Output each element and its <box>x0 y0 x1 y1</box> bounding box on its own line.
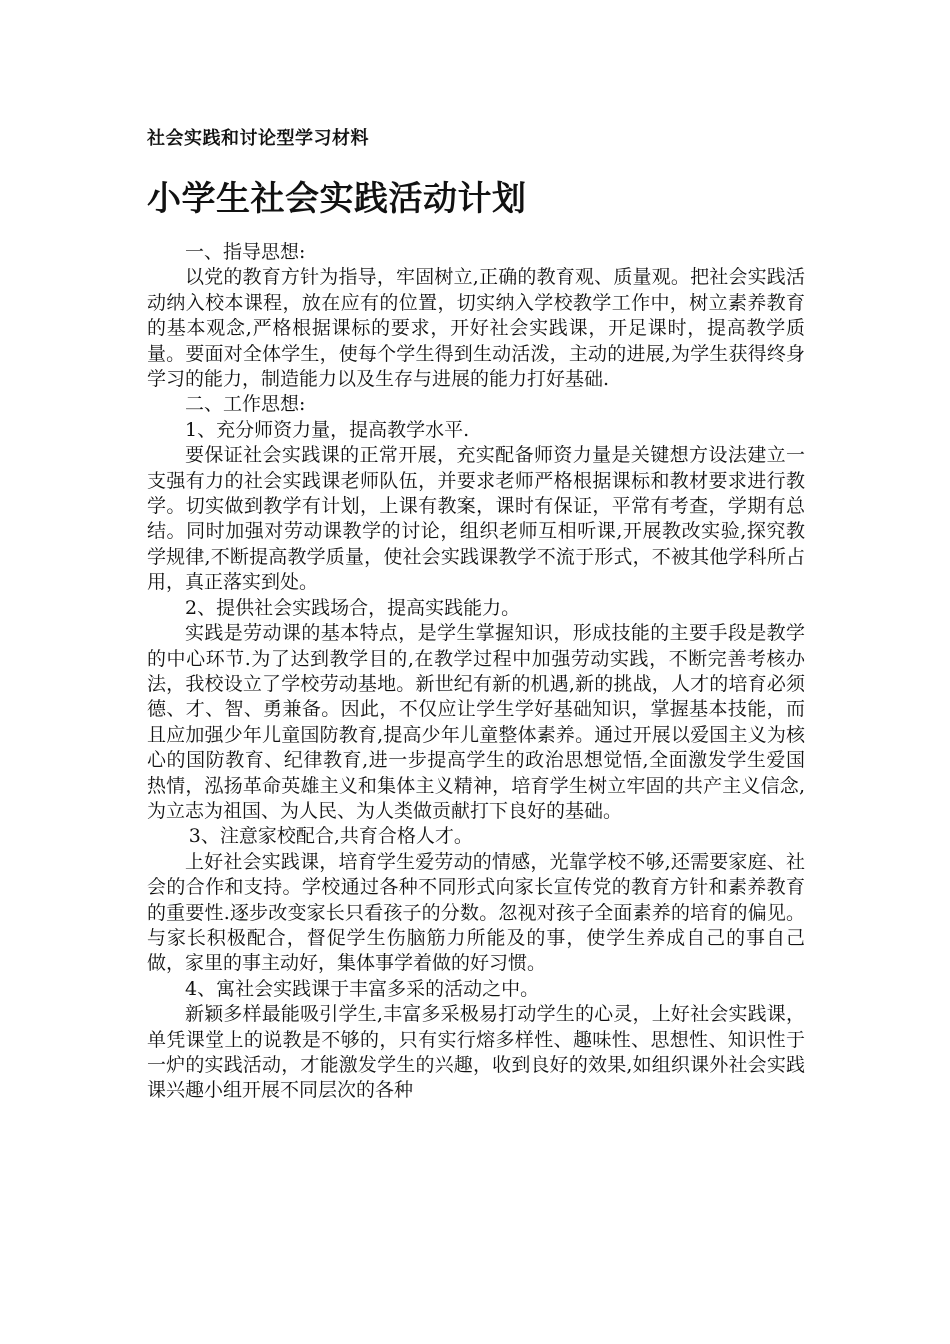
paragraph-practice-venues: 实践是劳动课的基本特点，是学生掌握知识，形成技能的主要手段是教学的中心环节.为了达到教学目的,在教学过程中加强劳动实践，不断完善考核办法，我校设立了学校劳动基地。新世纪有新的机遇,新的挑战，人才的培育必须德、才、智、勇兼备。因此，不仅应让学生学好基础知识，掌握基本技能，而且应加强少年儿童国防教育,提高少年儿童整体素养。通过开展以爱国主义为核心的国防教育、纪律教育,进一步提高学生的政治思想觉悟,全面激发学生爱国热情，泓扬革命英雄主义和集体主义精神，培育学生树立牢固的共产主义信念,为立志为祖国、为人民、为人类做贡献打下良好的基础。 <box>147 622 805 822</box>
section-heading-guiding-ideology: 一、指导思想: <box>185 241 306 263</box>
paragraph-teacher-resources: 要保证社会实践课的正常开展，充实配备师资力量是关键想方设法建立一支强有力的社会实践课老师队伍，并要求老师严格根据课标和教材要求进行教学。切实做到教学有计划，上课有教案，课时有保证，平常有考查，学期有总结。同时加强对劳动课教学的讨论，组织老师互相听课,开展教改实验,探究教学规律,不断提高教学质量，使社会实践课教学不流于形式，不被其他学科所占用，真正落实到处。 <box>147 444 805 594</box>
subheading-teacher-resources: 1、充分师资力量，提高教学水平. <box>185 418 470 441</box>
document-title: 小学生社会实践活动计划 <box>147 179 527 219</box>
subheading-practice-venues: 2、提供社会实践场合，提高实践能力。 <box>185 596 521 619</box>
paragraph-guiding-ideology: 以党的教育方针为指导，牢固树立,正确的教育观、质量观。把社会实践活动纳入校本课程，放在应有的位置，切实纳入学校教学工作中，树立素养教育的基本观念,严格根据课标的要求，开好社会实践课，开足课时，提高教学质量。要面对全体学生，使每个学生得到生动活泼，主动的进展,为学生获得终身学习的能力，制造能力以及生存与进展的能力打好基础. <box>147 266 805 391</box>
subheading-rich-activities: 4、寓社会实践课于丰富多采的活动之中。 <box>185 977 540 1000</box>
paragraph-rich-activities: 新颖多样最能吸引学生,丰富多采极易打动学生的心灵，上好社会实践课，单凭课堂上的说教是不够的，只有实行熔多样性、趣味性、思想性、知识性于一炉的实践活动，才能激发学生的兴趣，收到良好的效果,如组织课外社会实践课兴趣小组开展不同层次的各种 <box>147 1003 805 1102</box>
paragraph-home-school-cooperation: 上好社会实践课，培育学生爱劳动的情感，光靠学校不够,还需要家庭、社会的合作和支持。学校通过各种不同形式向家长宣传党的教育方针和素养教育的重要性.逐步改变家长只看孩子的分数。忽视对孩子全面素养的培育的偏见。与家长积极配合，督促学生伤脑筋力所能及的事，使学生养成自己的事自己做，家里的事主动好，集体事学着做的好习惯。 <box>147 850 805 975</box>
subheading-home-school-cooperation: 3、注意家校配合,共育合格人才。 <box>188 825 473 848</box>
section-heading-work-ideas: 二、工作思想: <box>185 393 306 416</box>
document-body <box>147 240 805 1104</box>
document-header: 社会实践和讨论型学习材料 <box>147 128 369 149</box>
